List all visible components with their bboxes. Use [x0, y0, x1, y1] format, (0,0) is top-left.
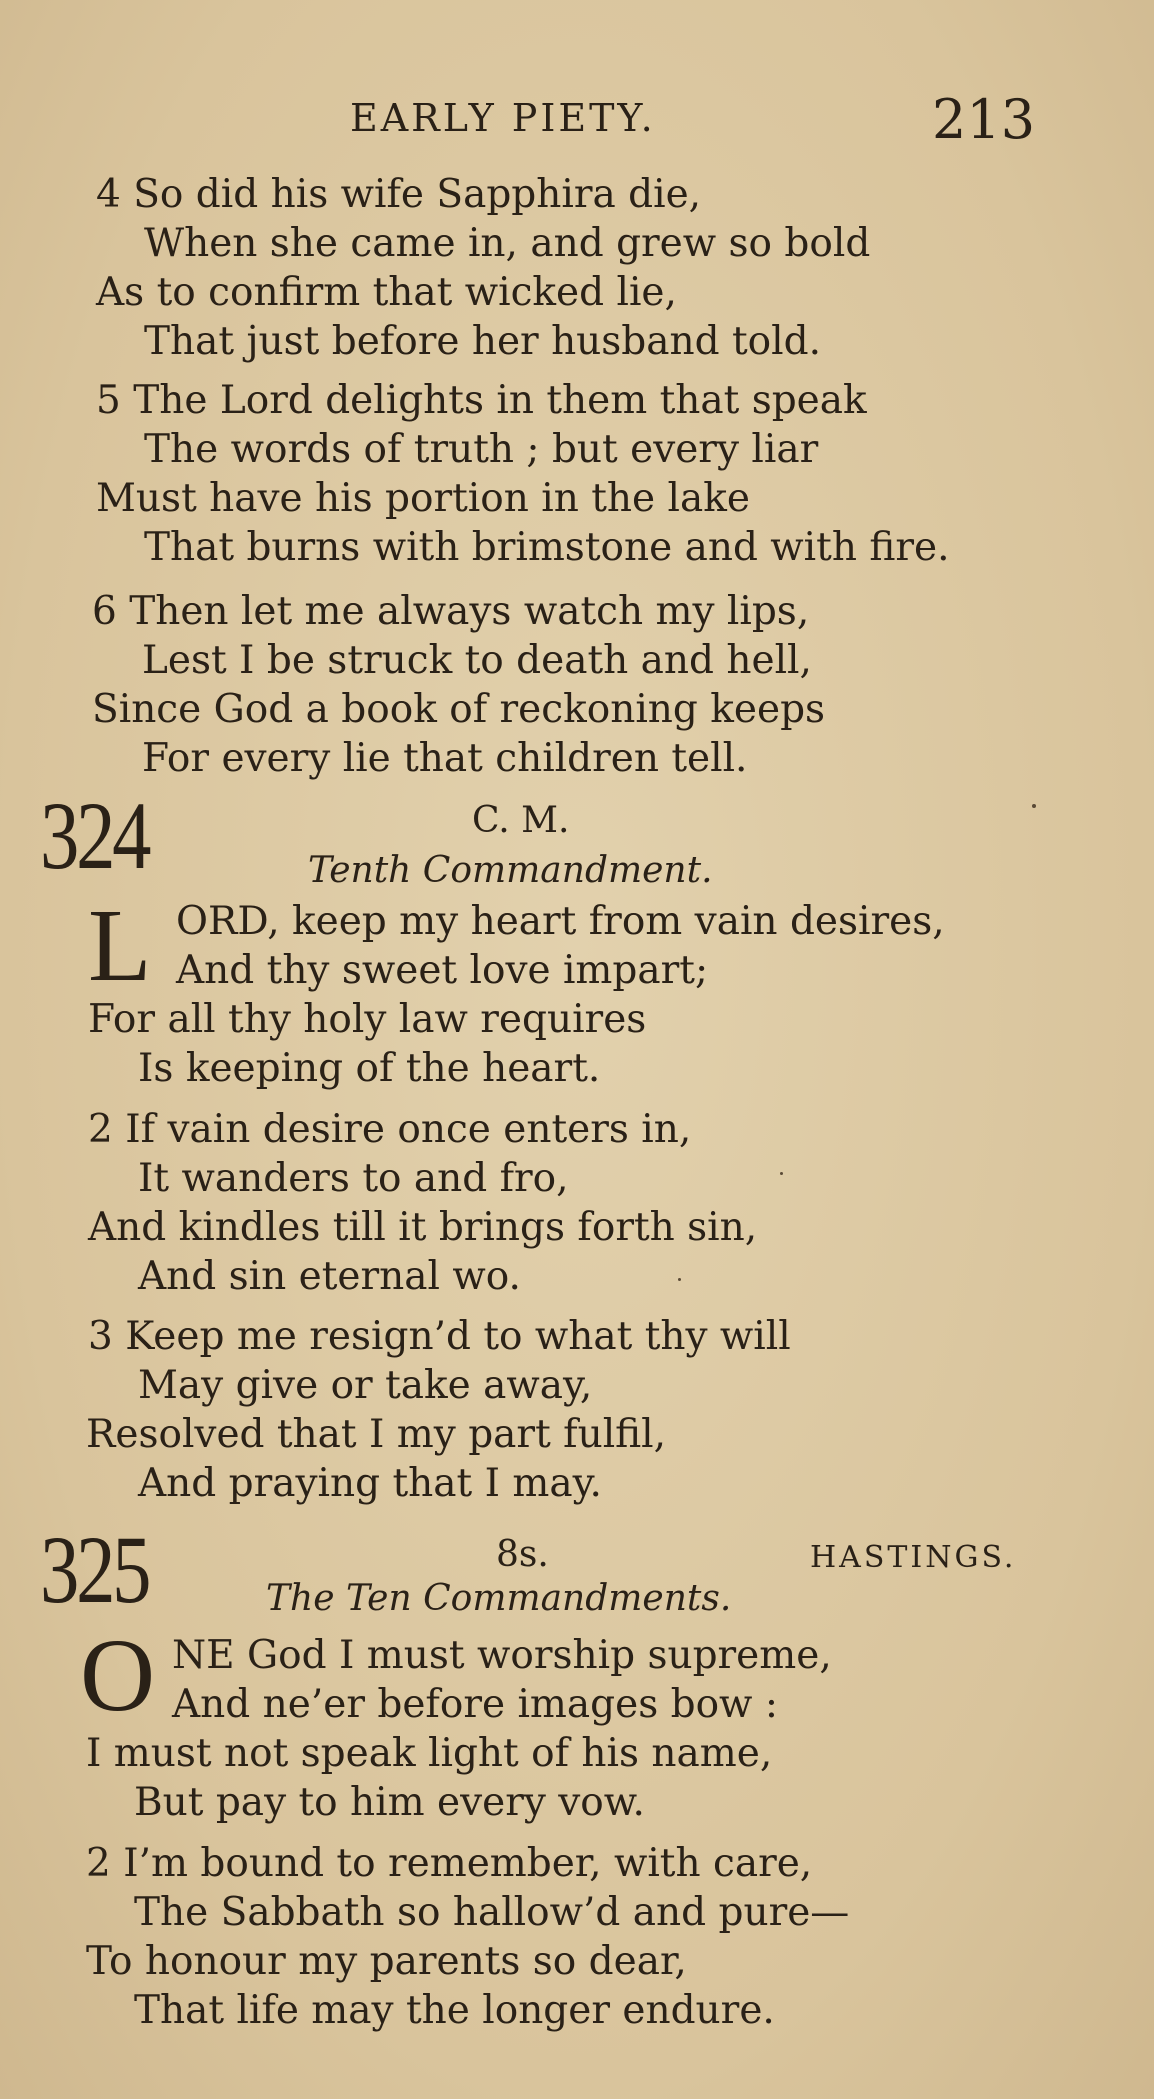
verse-line: Is keeping of the heart.	[138, 1046, 601, 1091]
verse-line: Resolved that I my part fulfil,	[86, 1412, 667, 1457]
verse-line: The words of truth ; but every liar	[144, 427, 819, 472]
running-head: EARLY PIETY.	[350, 96, 656, 140]
verse-line: And thy sweet love impart;	[176, 948, 709, 993]
verse-line: That burns with brimstone and with fire.	[144, 525, 950, 570]
hymn-title: Tenth Commandment.	[308, 850, 713, 891]
verse-line: And praying that I may.	[138, 1461, 602, 1506]
verse-line: But pay to him every vow.	[134, 1780, 645, 1825]
verse-line: 2 If vain desire once enters in,	[88, 1107, 692, 1152]
hymn-title: The Ten Commandments.	[266, 1578, 732, 1619]
verse-line: I must not speak light of his name,	[86, 1731, 773, 1776]
verse-line: 6 Then let me always watch my lips,	[92, 589, 810, 634]
verse-line: Lest I be struck to death and hell,	[142, 638, 812, 683]
verse-line: ORD, keep my heart from vain desires,	[176, 899, 945, 944]
verse-line: 3 Keep me resign’d to what thy will	[88, 1314, 791, 1359]
tune-name: HASTINGS.	[810, 1540, 1017, 1575]
verse-line: Must have his portion in the lake	[96, 476, 750, 521]
verse-line: NE God I must worship supreme,	[172, 1633, 832, 1678]
verse-line: 4 So did his wife Sapphira die,	[96, 172, 702, 217]
hymn-number: 324	[40, 782, 149, 889]
drop-capital: O	[80, 1618, 156, 1733]
verse-line: 5 The Lord delights in them that speak	[96, 378, 867, 423]
paper-speck	[678, 1278, 681, 1281]
paper-speck	[780, 1172, 783, 1175]
verse-line: That life may the longer endure.	[134, 1988, 775, 2033]
page-header	[0, 88, 1154, 156]
drop-capital: L	[88, 888, 152, 1003]
verse-line: For every lie that children tell.	[142, 736, 748, 781]
verse-line: To honour my parents so dear,	[86, 1939, 687, 1984]
verse-line: When she came in, and grew so bold	[144, 221, 871, 266]
verse-line: And sin eternal wo.	[138, 1254, 521, 1299]
page-number: 213	[932, 88, 1036, 151]
verse-line: May give or take away,	[138, 1363, 593, 1408]
verse-line: For all thy holy law requires	[88, 997, 647, 1042]
verse-line: And kindles till it brings forth sin,	[88, 1205, 758, 1250]
hymn-number: 325	[40, 1516, 149, 1623]
verse-line: 2 I’m bound to remember, with care,	[86, 1841, 813, 1886]
verse-line: That just before her husband told.	[144, 319, 821, 364]
verse-line: The Sabbath so hallow’d and pure—	[134, 1890, 850, 1935]
hymn-meter: 8s.	[496, 1534, 549, 1575]
verse-line: And ne’er before images bow :	[172, 1682, 778, 1727]
hymn-meter: C. M.	[472, 800, 570, 841]
verse-line: As to confirm that wicked lie,	[96, 270, 677, 315]
verse-line: Since God a book of reckoning keeps	[92, 687, 826, 732]
paper-speck	[1032, 804, 1036, 808]
verse-line: It wanders to and fro,	[138, 1156, 569, 1201]
